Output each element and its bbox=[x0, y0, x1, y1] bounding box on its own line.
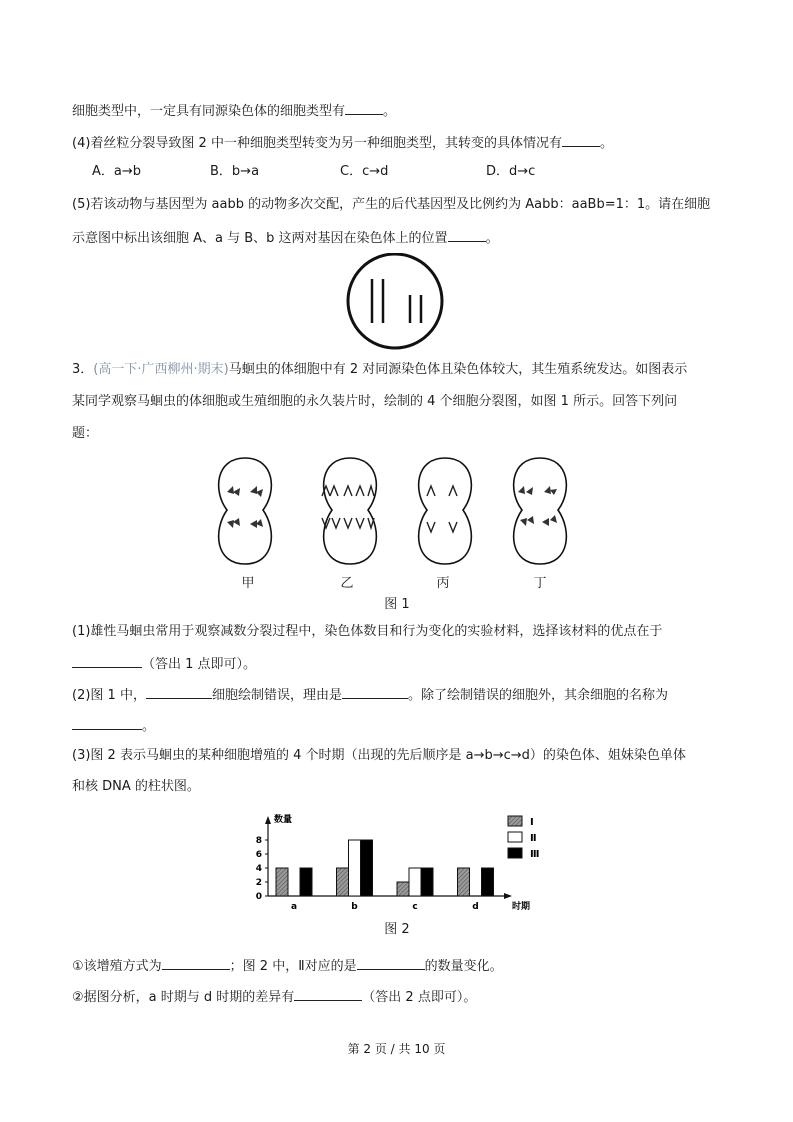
option-a[interactable]: A．a→b bbox=[92, 164, 142, 179]
question-number: 3． bbox=[72, 362, 94, 377]
bar-a-series-3 bbox=[300, 868, 312, 896]
text: ②据图分析，a 时期与 d 时期的差异有 bbox=[72, 990, 295, 1005]
q3-part3-line2: 和核 DNA 的柱状图。 bbox=[72, 779, 200, 794]
text: （答出 2 点即可）。 bbox=[362, 990, 477, 1005]
answer-blank[interactable] bbox=[342, 684, 408, 699]
answer-blank[interactable] bbox=[72, 653, 142, 668]
x-tick-label: b bbox=[351, 902, 358, 912]
q2-part5-line2 bbox=[72, 227, 499, 249]
text: (4)着丝粒分裂导致图 2 中一种细胞类型转变为另一种细胞类型，其转变的具体情况有 bbox=[72, 136, 562, 151]
q3-part3-line1: (3)图 2 表示马蛔虫的某种细胞增殖的 4 个时期（出现的先后顺序是 a→b→c→d）的染色体、姐妹染色单体 bbox=[72, 748, 686, 763]
y-tick-label: 6 bbox=[255, 850, 262, 860]
x-axis-label: 时期 bbox=[512, 902, 531, 912]
answer-blank[interactable] bbox=[357, 955, 425, 970]
cell-membrane bbox=[348, 254, 442, 348]
cell-bing bbox=[419, 458, 472, 564]
text: （答出 1 点即可）。 bbox=[142, 657, 257, 672]
text: 。 bbox=[485, 231, 499, 246]
legend-label-3: Ⅲ bbox=[530, 849, 540, 860]
legend-label-2: Ⅱ bbox=[530, 833, 537, 844]
chart-axes bbox=[256, 813, 530, 912]
q3-intro-line1 bbox=[72, 360, 687, 380]
y-tick-label: 8 bbox=[255, 836, 262, 846]
text: ；图 2 中，Ⅱ对应的是 bbox=[229, 959, 357, 974]
answer-blank[interactable] bbox=[562, 132, 600, 147]
label-bing: 丙 bbox=[436, 576, 450, 591]
legend-swatch-2 bbox=[508, 832, 522, 842]
question-source: (高一下·广西柳州·期末) bbox=[93, 362, 229, 377]
q3-sub2 bbox=[72, 986, 476, 1008]
answer-blank[interactable] bbox=[448, 227, 486, 242]
text: 细胞绘制错误，理由是 bbox=[211, 688, 342, 703]
y-axis-label: 数量 bbox=[274, 815, 293, 825]
bar-b-series-3 bbox=[361, 840, 373, 896]
figure-2-caption: 图 2 bbox=[384, 922, 410, 937]
y-tick-label: 4 bbox=[255, 864, 262, 874]
page-footer: 第 2 页 / 共 10 页 bbox=[347, 1042, 446, 1056]
bar-d-series-1 bbox=[458, 868, 470, 896]
text: ①该增殖方式为 bbox=[72, 959, 162, 974]
answer-blank[interactable] bbox=[72, 715, 142, 730]
text: 。除了绘制错误的细胞外，其余细胞的名称为 bbox=[407, 688, 668, 703]
cell-ding bbox=[514, 458, 567, 564]
legend-label-1: Ⅰ bbox=[530, 817, 534, 828]
bar-a-series-1 bbox=[276, 868, 288, 896]
text: 马蛔虫的体细胞中有 2 对同源染色体且染色体较大，其生殖系统发达。如图表示 bbox=[228, 362, 688, 377]
q3-part2-line2 bbox=[72, 715, 155, 737]
q3-part1-line2 bbox=[72, 653, 256, 675]
text: 。 bbox=[142, 719, 156, 734]
bar-c-series-1 bbox=[397, 882, 409, 896]
x-axis-arrow bbox=[504, 893, 512, 899]
q2-part5-line1: (5)若该动物与基因型为 aabb 的动物多次交配，产生的后代基因型及比例约为 Aabb：aaBb=1：1。请在细胞 bbox=[72, 197, 711, 212]
text: (2)图 1 中， bbox=[72, 688, 146, 703]
figure-1-cells bbox=[205, 452, 595, 574]
bar-b-series-2 bbox=[349, 840, 361, 896]
q3-intro-line2: 某同学观察马蛔虫的体细胞或生殖细胞的永久装片时，绘制的 4 个细胞分裂图，如图 1 所示。回答下列问 bbox=[72, 394, 678, 409]
bar-b-series-1 bbox=[337, 868, 349, 896]
x-tick-label: c bbox=[412, 902, 418, 912]
legend-swatch-3 bbox=[508, 848, 522, 858]
option-b[interactable]: B．b→a bbox=[210, 164, 260, 179]
answer-blank[interactable] bbox=[146, 684, 212, 699]
y-axis-arrow bbox=[265, 816, 271, 824]
answer-blank[interactable] bbox=[162, 955, 230, 970]
q3-part1-line1: (1)雄性马蛔虫常用于观察减数分裂过程中，染色体数目和行为变化的实验材料，选择该材料的优点在于 bbox=[72, 624, 663, 639]
q3-intro-line3: 题： bbox=[72, 426, 99, 441]
y-tick-label: 2 bbox=[255, 878, 262, 888]
bar-c-series-2 bbox=[409, 868, 421, 896]
q3-part2-line1 bbox=[72, 684, 668, 706]
y-tick-label: 0 bbox=[255, 892, 262, 902]
figure-1-caption: 图 1 bbox=[384, 597, 410, 612]
text: 。 bbox=[599, 136, 613, 151]
chart-bars bbox=[276, 840, 494, 896]
label-ding: 丁 bbox=[533, 576, 547, 591]
bar-d-series-3 bbox=[482, 868, 494, 896]
cell-jia bbox=[219, 458, 272, 564]
option-d[interactable]: D．d→c bbox=[486, 164, 536, 179]
text: 。 bbox=[383, 104, 397, 119]
chart-legend bbox=[508, 816, 539, 860]
answer-blank[interactable] bbox=[345, 100, 383, 115]
x-tick-label: d bbox=[472, 902, 479, 912]
q2-part4 bbox=[72, 132, 613, 154]
label-jia: 甲 bbox=[241, 576, 255, 591]
figure-2-chart bbox=[240, 808, 560, 914]
text: 细胞类型中，一定具有同源染色体的细胞类型有 bbox=[72, 104, 346, 119]
text: 的数量变化。 bbox=[424, 959, 503, 974]
label-yi: 乙 bbox=[340, 576, 354, 591]
q2-continuation bbox=[72, 100, 396, 122]
legend-swatch-1 bbox=[508, 816, 522, 826]
bar-c-series-3 bbox=[421, 868, 433, 896]
text: 示意图中标出该细胞 A、a 与 B、b 这两对基因在染色体上的位置 bbox=[72, 231, 448, 246]
q3-sub1 bbox=[72, 955, 503, 977]
answer-blank[interactable] bbox=[294, 986, 362, 1001]
option-c[interactable]: C．c→d bbox=[340, 164, 389, 179]
cell-diagram bbox=[345, 253, 445, 353]
cell-yi bbox=[322, 458, 376, 564]
x-tick-label: a bbox=[290, 902, 298, 912]
